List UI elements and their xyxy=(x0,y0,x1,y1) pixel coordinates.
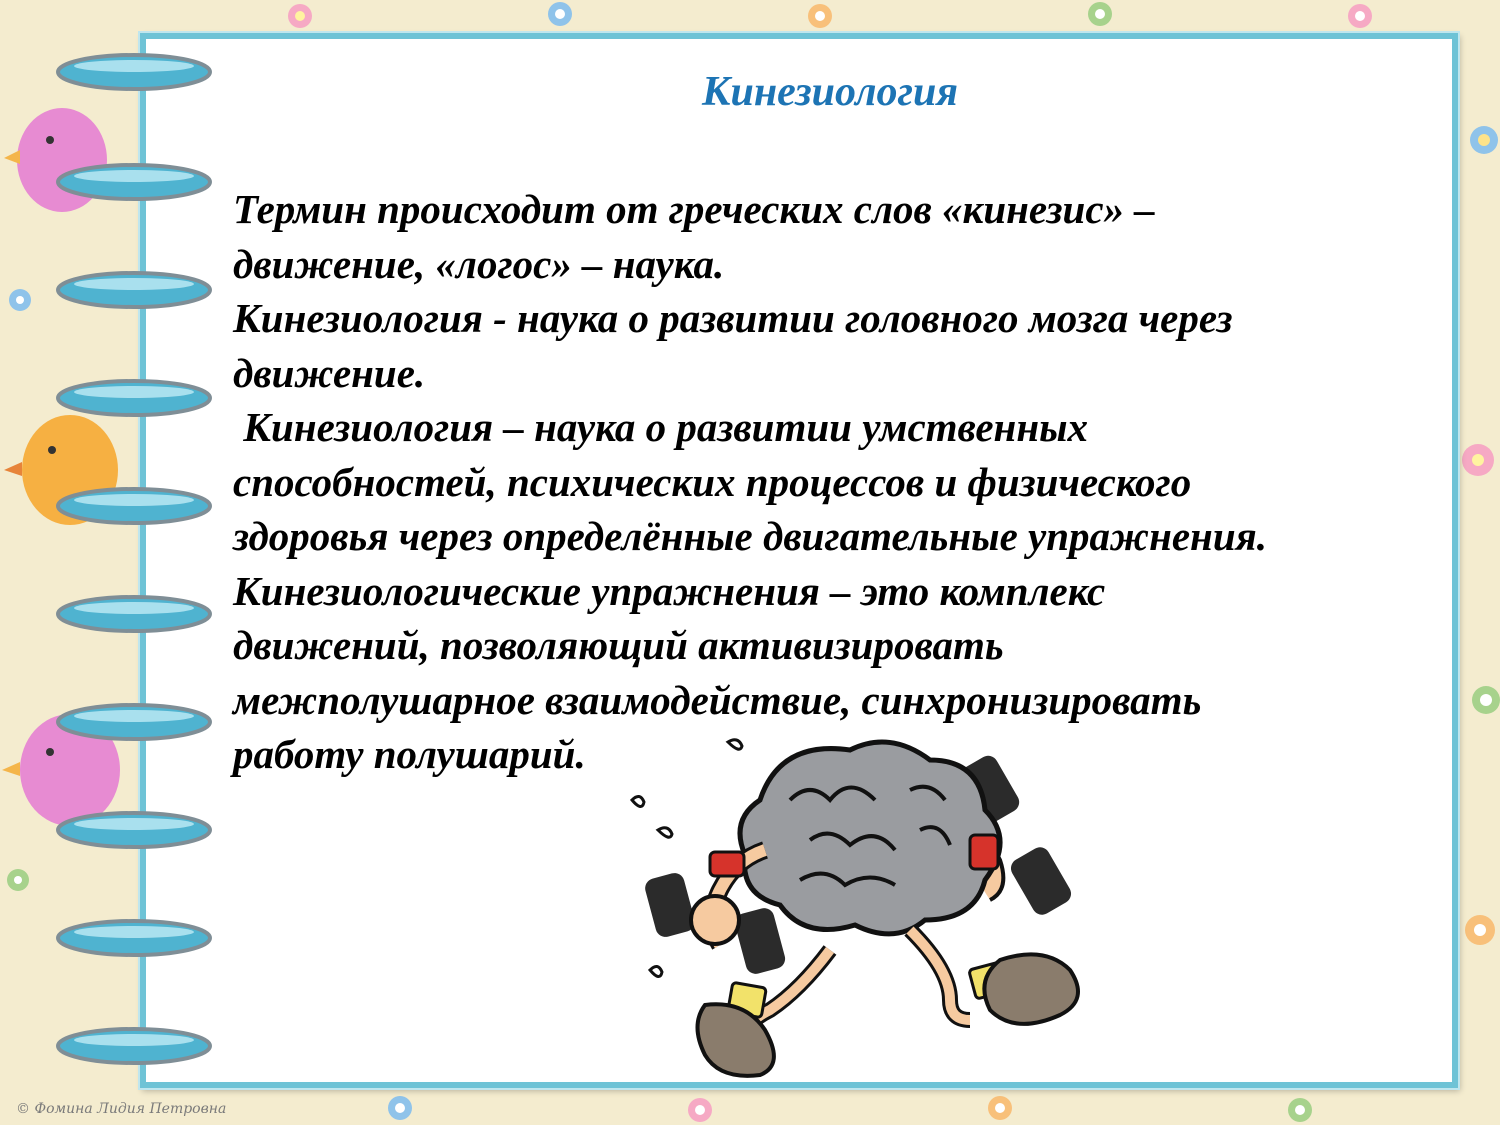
spiral-ring xyxy=(54,162,214,202)
body-line: работу полушарий. xyxy=(233,731,586,777)
spiral-ring xyxy=(54,918,214,958)
spiral-ring xyxy=(54,810,214,850)
spiral-ring xyxy=(54,486,214,526)
body-line: Кинезиологические упражнения – это комплекс xyxy=(233,567,1106,614)
slide-body-text xyxy=(233,182,1413,782)
svg-text:© Фомина Лидия Петровна: © Фомина Лидия Петровна xyxy=(16,1101,227,1117)
spiral-ring xyxy=(54,378,214,418)
body-line: межполушарное взаимодействие, синхронизировать xyxy=(233,676,1202,723)
body-line: здоровья через определённые двигательные упражнения. xyxy=(233,513,1267,559)
slide-title: Кинезиология xyxy=(702,69,958,115)
body-line: Кинезиология - наука о развитии головного мозга через xyxy=(233,295,1233,341)
body-line: движений, позволяющий активизировать xyxy=(233,622,1004,668)
spiral-ring xyxy=(54,52,214,92)
body-line: Кинезиология – наука о развитии умственных xyxy=(233,404,1089,450)
body-line: движение, «логос» – наука. xyxy=(233,240,725,287)
author-signature-watermark xyxy=(14,1095,274,1121)
body-line: Термин происходит от греческих слов «кинезис» – xyxy=(233,186,1155,232)
spiral-ring xyxy=(54,594,214,634)
body-line: способностей, психических процессов и физического xyxy=(233,458,1192,505)
spiral-ring xyxy=(54,1026,214,1066)
spiral-ring xyxy=(54,702,214,742)
body-line: движение. xyxy=(233,349,426,396)
exercising-brain-illustration xyxy=(610,730,1110,1080)
spiral-ring xyxy=(54,270,214,310)
